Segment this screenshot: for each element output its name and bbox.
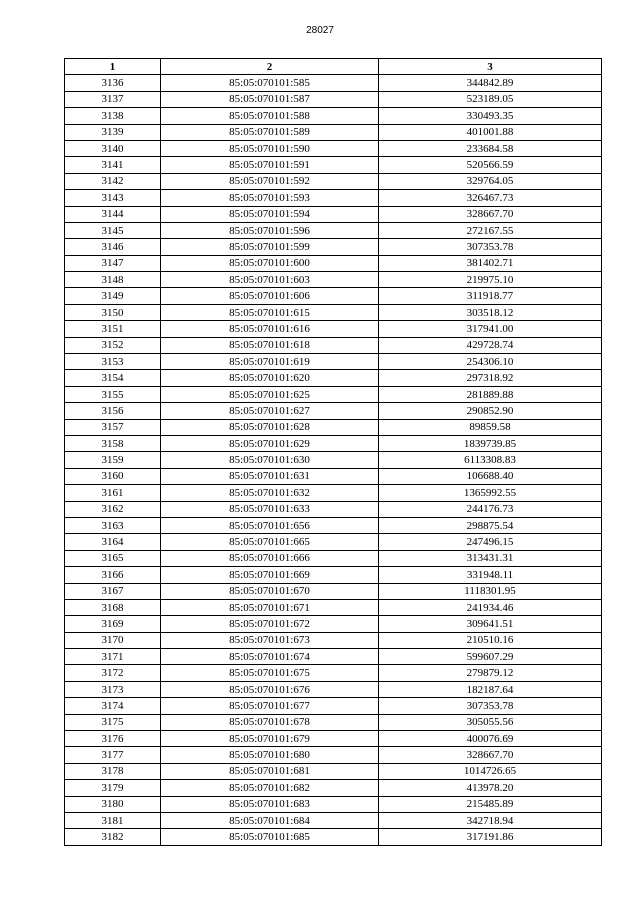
value-cell: 328667.70 (379, 747, 602, 763)
cadastral-number-cell: 85:05:070101:674 (161, 649, 379, 665)
cadastral-number-cell: 85:05:070101:676 (161, 681, 379, 697)
cadastral-number-cell: 85:05:070101:632 (161, 485, 379, 501)
cadastral-number-cell: 85:05:070101:670 (161, 583, 379, 599)
row-number-cell: 3152 (65, 337, 161, 353)
table-row (65, 157, 602, 173)
cadastral-number-cell: 85:05:070101:685 (161, 829, 379, 845)
cadastral-number-cell: 85:05:070101:618 (161, 337, 379, 353)
cadastral-number-cell: 85:05:070101:680 (161, 747, 379, 763)
cadastral-number-cell: 85:05:070101:678 (161, 714, 379, 730)
cadastral-number-cell: 85:05:070101:681 (161, 763, 379, 779)
cadastral-number-cell: 85:05:070101:606 (161, 288, 379, 304)
page-number: 28027 (306, 25, 334, 36)
table-row (65, 190, 602, 206)
row-number-cell: 3169 (65, 616, 161, 632)
value-cell: 307353.78 (379, 239, 602, 255)
row-number-cell: 3166 (65, 567, 161, 583)
row-number-cell: 3170 (65, 632, 161, 648)
cadastral-number-cell: 85:05:070101:629 (161, 435, 379, 451)
table-row (65, 386, 602, 402)
row-number-cell: 3147 (65, 255, 161, 271)
row-number-cell: 3142 (65, 173, 161, 189)
header-col-2: 2 (161, 59, 379, 75)
row-number-cell: 3139 (65, 124, 161, 140)
value-cell: 413978.20 (379, 780, 602, 796)
table-row (65, 829, 602, 845)
row-number-cell: 3172 (65, 665, 161, 681)
row-number-cell: 3174 (65, 698, 161, 714)
value-cell: 429728.74 (379, 337, 602, 353)
row-number-cell: 3158 (65, 435, 161, 451)
row-number-cell: 3173 (65, 681, 161, 697)
value-cell: 309641.51 (379, 616, 602, 632)
value-cell: 182187.64 (379, 681, 602, 697)
value-cell: 247496.15 (379, 534, 602, 550)
cadastral-number-cell: 85:05:070101:683 (161, 796, 379, 812)
row-number-cell: 3146 (65, 239, 161, 255)
cadastral-number-cell: 85:05:070101:656 (161, 517, 379, 533)
cadastral-number-cell: 85:05:070101:669 (161, 567, 379, 583)
table-row (65, 91, 602, 107)
row-number-cell: 3136 (65, 75, 161, 91)
row-number-cell: 3167 (65, 583, 161, 599)
value-cell: 290852.90 (379, 403, 602, 419)
value-cell: 1118301.95 (379, 583, 602, 599)
row-number-cell: 3171 (65, 649, 161, 665)
cadastral-number-cell: 85:05:070101:628 (161, 419, 379, 435)
value-cell: 279879.12 (379, 665, 602, 681)
table-body (65, 75, 602, 845)
table-row (65, 796, 602, 812)
row-number-cell: 3182 (65, 829, 161, 845)
cadastral-number-cell: 85:05:070101:619 (161, 354, 379, 370)
table-row (65, 288, 602, 304)
row-number-cell: 3150 (65, 304, 161, 320)
value-cell: 313431.31 (379, 550, 602, 566)
cadastral-number-cell: 85:05:070101:593 (161, 190, 379, 206)
cadastral-number-cell: 85:05:070101:677 (161, 698, 379, 714)
table-row (65, 517, 602, 533)
table-row (65, 272, 602, 288)
table-row (65, 731, 602, 747)
table-row (65, 435, 602, 451)
cadastral-number-cell: 85:05:070101:630 (161, 452, 379, 468)
value-cell: 328667.70 (379, 206, 602, 222)
value-cell: 89859.58 (379, 419, 602, 435)
row-number-cell: 3156 (65, 403, 161, 419)
value-cell: 281889.88 (379, 386, 602, 402)
row-number-cell: 3157 (65, 419, 161, 435)
cadastral-number-cell: 85:05:070101:589 (161, 124, 379, 140)
cadastral-number-cell: 85:05:070101:592 (161, 173, 379, 189)
table-row (65, 599, 602, 615)
cadastral-number-cell: 85:05:070101:627 (161, 403, 379, 419)
value-cell: 326467.73 (379, 190, 602, 206)
table-row (65, 485, 602, 501)
cadastral-number-cell: 85:05:070101:600 (161, 255, 379, 271)
value-cell: 1839739.85 (379, 435, 602, 451)
table-row (65, 468, 602, 484)
table-row (65, 75, 602, 91)
value-cell: 298875.54 (379, 517, 602, 533)
row-number-cell: 3145 (65, 222, 161, 238)
row-number-cell: 3176 (65, 731, 161, 747)
row-number-cell: 3153 (65, 354, 161, 370)
row-number-cell: 3179 (65, 780, 161, 796)
table-row (65, 370, 602, 386)
row-number-cell: 3180 (65, 796, 161, 812)
row-number-cell: 3159 (65, 452, 161, 468)
value-cell: 272167.55 (379, 222, 602, 238)
value-cell: 317191.86 (379, 829, 602, 845)
table-header (65, 59, 602, 75)
row-number-cell: 3141 (65, 157, 161, 173)
value-cell: 331948.11 (379, 567, 602, 583)
table-row (65, 222, 602, 238)
value-cell: 210510.16 (379, 632, 602, 648)
table-row (65, 665, 602, 681)
value-cell: 219975.10 (379, 272, 602, 288)
row-number-cell: 3140 (65, 140, 161, 156)
cadastral-number-cell: 85:05:070101:672 (161, 616, 379, 632)
table-row (65, 419, 602, 435)
row-number-cell: 3160 (65, 468, 161, 484)
table-row (65, 108, 602, 124)
row-number-cell: 3155 (65, 386, 161, 402)
cadastral-number-cell: 85:05:070101:594 (161, 206, 379, 222)
table-row (65, 763, 602, 779)
value-cell: 307353.78 (379, 698, 602, 714)
table-row (65, 698, 602, 714)
value-cell: 520566.59 (379, 157, 602, 173)
value-cell: 241934.46 (379, 599, 602, 615)
value-cell: 6113308.83 (379, 452, 602, 468)
value-cell: 311918.77 (379, 288, 602, 304)
value-cell: 342718.94 (379, 812, 602, 828)
cadastral-number-cell: 85:05:070101:588 (161, 108, 379, 124)
row-number-cell: 3148 (65, 272, 161, 288)
table-row (65, 812, 602, 828)
cadastral-number-cell: 85:05:070101:620 (161, 370, 379, 386)
value-cell: 317941.00 (379, 321, 602, 337)
row-number-cell: 3149 (65, 288, 161, 304)
value-cell: 254306.10 (379, 354, 602, 370)
cadastral-number-cell: 85:05:070101:679 (161, 731, 379, 747)
row-number-cell: 3165 (65, 550, 161, 566)
header-col-3: 3 (379, 59, 602, 75)
cadastral-number-cell: 85:05:070101:684 (161, 812, 379, 828)
cadastral-number-cell: 85:05:070101:675 (161, 665, 379, 681)
header-col-1: 1 (65, 59, 161, 75)
cadastral-number-cell: 85:05:070101:596 (161, 222, 379, 238)
value-cell: 106688.40 (379, 468, 602, 484)
value-cell: 330493.35 (379, 108, 602, 124)
value-cell: 344842.89 (379, 75, 602, 91)
value-cell: 215485.89 (379, 796, 602, 812)
cadastral-number-cell: 85:05:070101:625 (161, 386, 379, 402)
row-number-cell: 3168 (65, 599, 161, 615)
value-cell: 400076.69 (379, 731, 602, 747)
table-row (65, 780, 602, 796)
table-row (65, 747, 602, 763)
table-row (65, 337, 602, 353)
value-cell: 297318.92 (379, 370, 602, 386)
value-cell: 244176.73 (379, 501, 602, 517)
cadastral-number-cell: 85:05:070101:603 (161, 272, 379, 288)
table-row (65, 124, 602, 140)
table-row (65, 550, 602, 566)
row-number-cell: 3161 (65, 485, 161, 501)
cadastral-number-cell: 85:05:070101:591 (161, 157, 379, 173)
value-cell: 1014726.65 (379, 763, 602, 779)
registry-table (64, 58, 602, 846)
value-cell: 329764.05 (379, 173, 602, 189)
row-number-cell: 3137 (65, 91, 161, 107)
row-number-cell: 3175 (65, 714, 161, 730)
value-cell: 1365992.55 (379, 485, 602, 501)
cadastral-number-cell: 85:05:070101:633 (161, 501, 379, 517)
table-row (65, 583, 602, 599)
table-row (65, 321, 602, 337)
cadastral-number-cell: 85:05:070101:631 (161, 468, 379, 484)
row-number-cell: 3144 (65, 206, 161, 222)
cadastral-number-cell: 85:05:070101:682 (161, 780, 379, 796)
cadastral-number-cell: 85:05:070101:671 (161, 599, 379, 615)
table-row (65, 714, 602, 730)
table-row (65, 403, 602, 419)
table-row (65, 239, 602, 255)
value-cell: 381402.71 (379, 255, 602, 271)
header-row (65, 59, 602, 75)
cadastral-number-cell: 85:05:070101:585 (161, 75, 379, 91)
table-row (65, 534, 602, 550)
row-number-cell: 3162 (65, 501, 161, 517)
table-row (65, 567, 602, 583)
row-number-cell: 3163 (65, 517, 161, 533)
table-row (65, 452, 602, 468)
table-row (65, 140, 602, 156)
table-row (65, 354, 602, 370)
table-row (65, 632, 602, 648)
table-row (65, 304, 602, 320)
cadastral-number-cell: 85:05:070101:673 (161, 632, 379, 648)
cadastral-number-cell: 85:05:070101:616 (161, 321, 379, 337)
row-number-cell: 3143 (65, 190, 161, 206)
row-number-cell: 3151 (65, 321, 161, 337)
value-cell: 303518.12 (379, 304, 602, 320)
table-row (65, 681, 602, 697)
cadastral-number-cell: 85:05:070101:665 (161, 534, 379, 550)
table-row (65, 206, 602, 222)
cadastral-number-cell: 85:05:070101:599 (161, 239, 379, 255)
value-cell: 401001.88 (379, 124, 602, 140)
table-row (65, 501, 602, 517)
table-row (65, 255, 602, 271)
table-row (65, 616, 602, 632)
table-row (65, 649, 602, 665)
row-number-cell: 3154 (65, 370, 161, 386)
table-row (65, 173, 602, 189)
row-number-cell: 3178 (65, 763, 161, 779)
value-cell: 305055.56 (379, 714, 602, 730)
value-cell: 523189.05 (379, 91, 602, 107)
value-cell: 599607.29 (379, 649, 602, 665)
cadastral-number-cell: 85:05:070101:666 (161, 550, 379, 566)
cadastral-number-cell: 85:05:070101:615 (161, 304, 379, 320)
row-number-cell: 3181 (65, 812, 161, 828)
cadastral-number-cell: 85:05:070101:587 (161, 91, 379, 107)
row-number-cell: 3138 (65, 108, 161, 124)
value-cell: 233684.58 (379, 140, 602, 156)
cadastral-number-cell: 85:05:070101:590 (161, 140, 379, 156)
row-number-cell: 3164 (65, 534, 161, 550)
row-number-cell: 3177 (65, 747, 161, 763)
